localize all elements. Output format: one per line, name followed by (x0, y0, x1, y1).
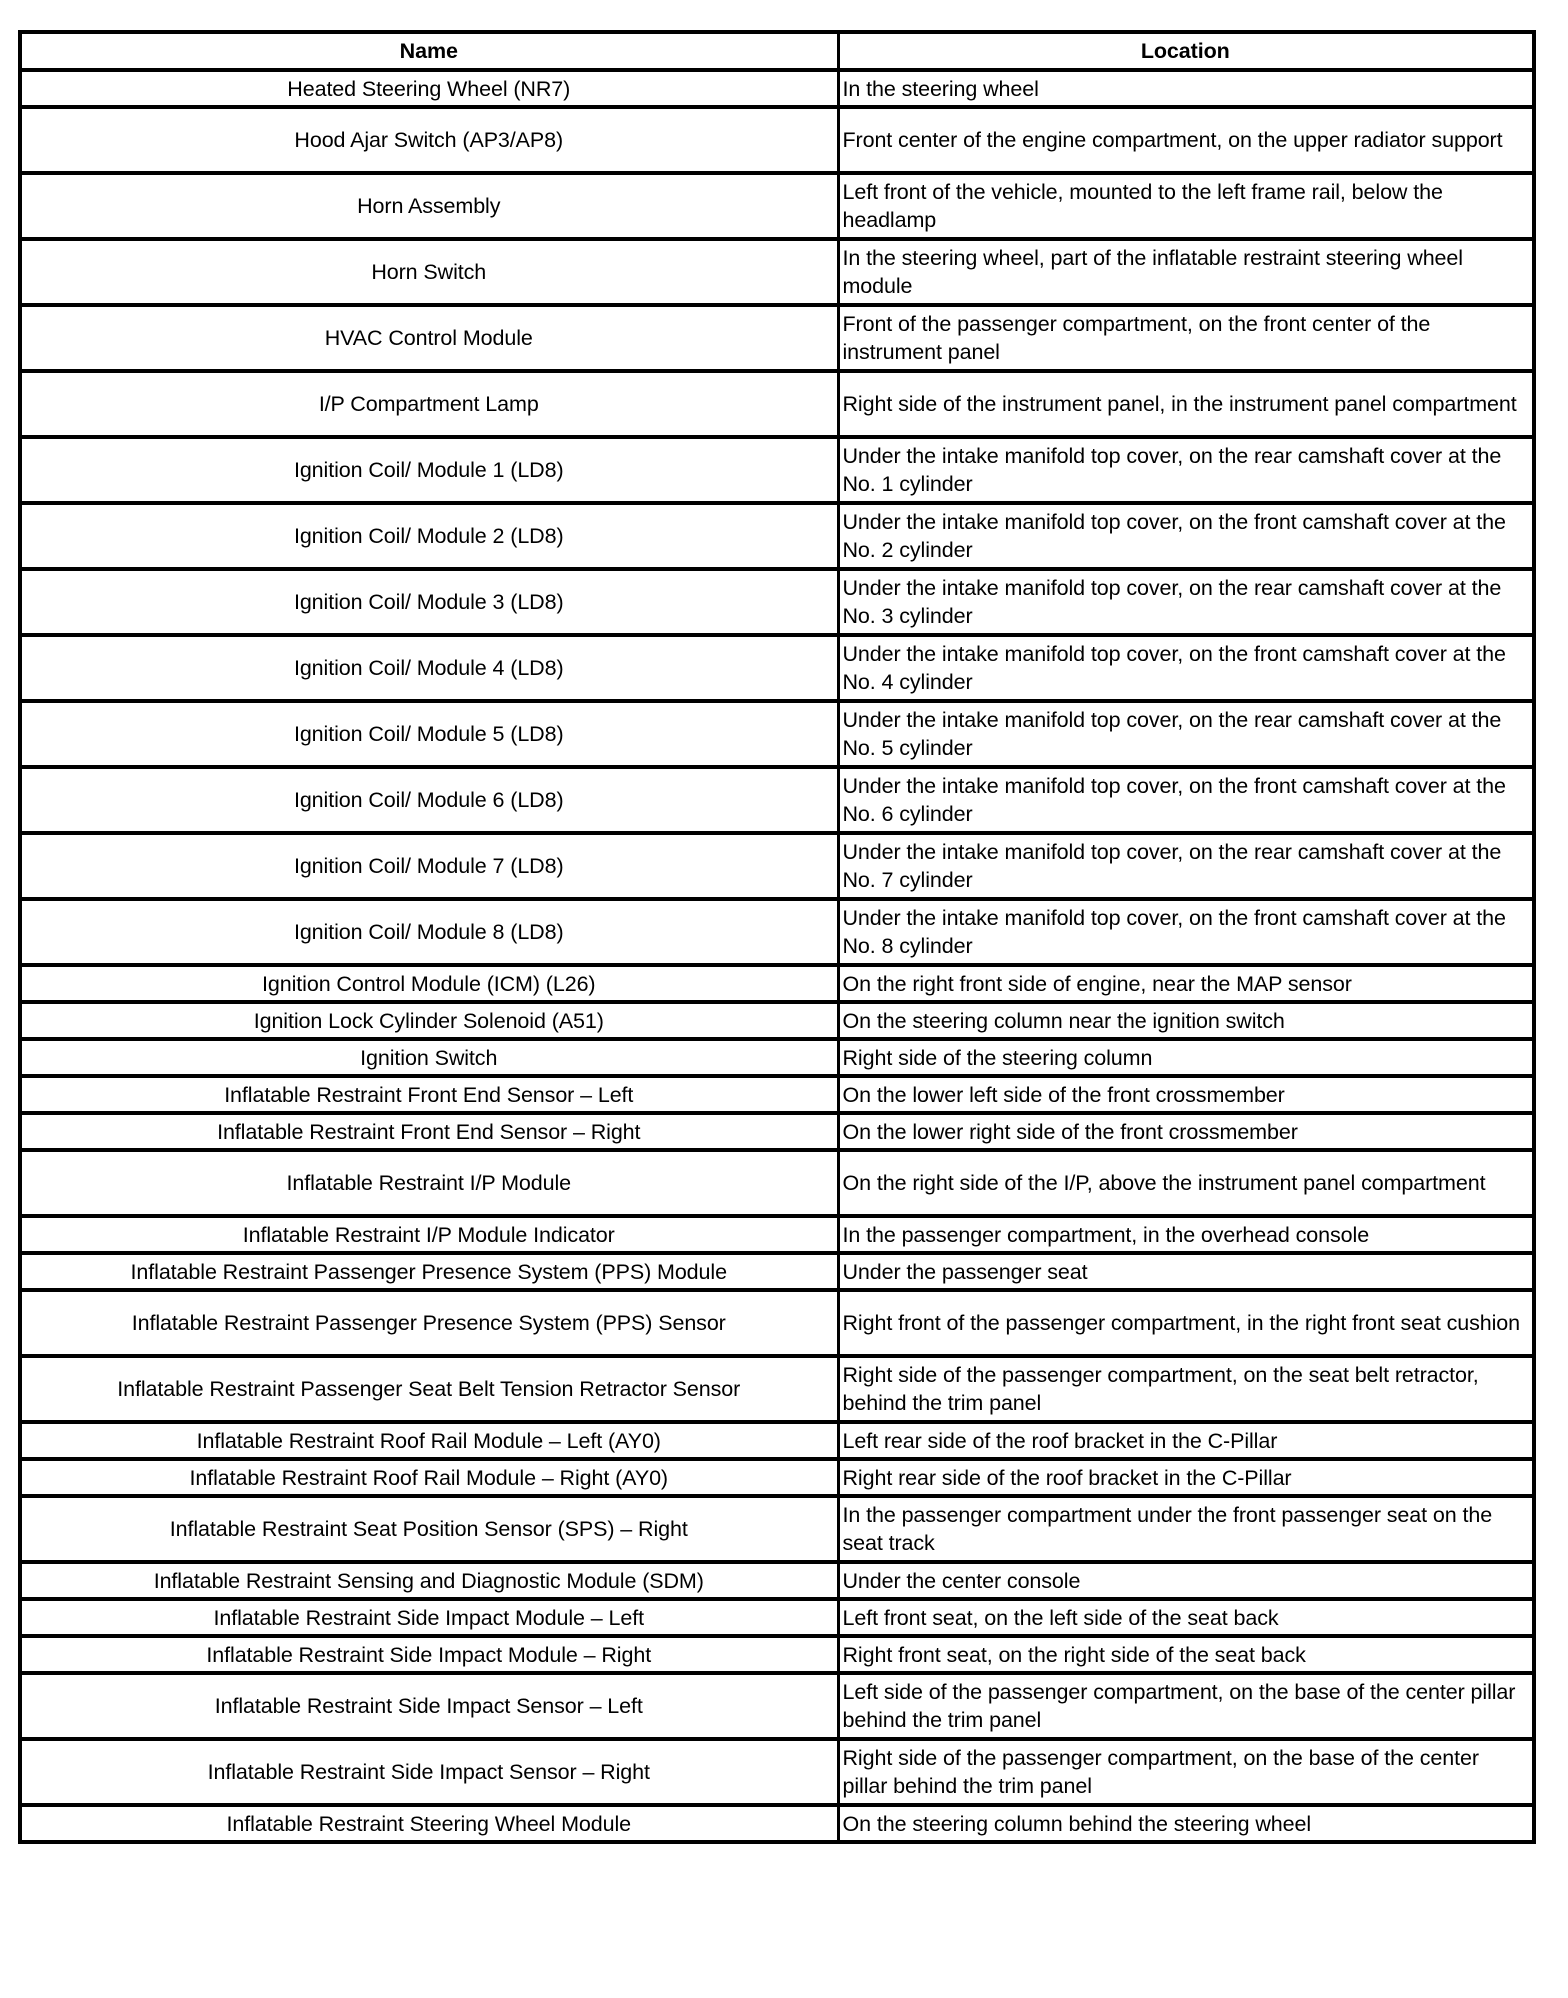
component-name-cell: Horn Assembly (20, 173, 838, 239)
table-row (20, 767, 1534, 833)
component-location-cell: Left front seat, on the left side of the seat back (838, 1599, 1534, 1636)
component-location-cell: In the steering wheel, part of the inflatable restraint steering wheel module (838, 239, 1534, 305)
table-row (20, 1076, 1534, 1113)
component-location-cell: Under the intake manifold top cover, on the rear camshaft cover at the No. 5 cylinder (838, 701, 1534, 767)
component-name-cell: Ignition Switch (20, 1039, 838, 1076)
component-location-table (18, 30, 1536, 1844)
table-row (20, 1150, 1534, 1216)
table-row (20, 1805, 1534, 1842)
component-location-cell: Left front of the vehicle, mounted to the left frame rail, below the headlamp (838, 173, 1534, 239)
table-header-row (20, 32, 1534, 70)
component-location-cell: Right rear side of the roof bracket in the C-Pillar (838, 1459, 1534, 1496)
component-name-cell: Ignition Coil/ Module 8 (LD8) (20, 899, 838, 965)
component-name-cell: Inflatable Restraint Roof Rail Module – Left (AY0) (20, 1422, 838, 1459)
table-body (20, 70, 1534, 1842)
component-location-cell: On the lower right side of the front crossmember (838, 1113, 1534, 1150)
component-name-cell: Inflatable Restraint Steering Wheel Module (20, 1805, 838, 1842)
component-name-cell: Horn Switch (20, 239, 838, 305)
table-row (20, 1459, 1534, 1496)
component-location-cell: Left rear side of the roof bracket in the C-Pillar (838, 1422, 1534, 1459)
component-name-cell: Inflatable Restraint Passenger Presence System (PPS) Module (20, 1253, 838, 1290)
component-name-cell: Ignition Coil/ Module 4 (LD8) (20, 635, 838, 701)
component-location-cell: Right side of the instrument panel, in the instrument panel compartment (838, 371, 1534, 437)
component-location-cell: Under the intake manifold top cover, on the front camshaft cover at the No. 2 cylinder (838, 503, 1534, 569)
component-name-cell: Heated Steering Wheel (NR7) (20, 70, 838, 107)
component-name-cell: Inflatable Restraint Front End Sensor – Right (20, 1113, 838, 1150)
component-name-cell: I/P Compartment Lamp (20, 371, 838, 437)
component-location-cell: Under the intake manifold top cover, on the front camshaft cover at the No. 6 cylinder (838, 767, 1534, 833)
table-row (20, 173, 1534, 239)
table-row (20, 1253, 1534, 1290)
component-name-cell: Inflatable Restraint Passenger Presence System (PPS) Sensor (20, 1290, 838, 1356)
table-row (20, 833, 1534, 899)
table-row (20, 70, 1534, 107)
component-name-cell: Inflatable Restraint Side Impact Module – Left (20, 1599, 838, 1636)
component-name-cell: Inflatable Restraint Side Impact Sensor – Left (20, 1673, 838, 1739)
component-name-cell: Ignition Lock Cylinder Solenoid (A51) (20, 1002, 838, 1039)
component-location-cell: On the lower left side of the front crossmember (838, 1076, 1534, 1113)
component-location-cell: On the right side of the I/P, above the instrument panel compartment (838, 1150, 1534, 1216)
table-row (20, 1422, 1534, 1459)
table-row (20, 239, 1534, 305)
table-row (20, 899, 1534, 965)
component-location-cell: Front center of the engine compartment, on the upper radiator support (838, 107, 1534, 173)
component-name-cell: Inflatable Restraint Front End Sensor – Left (20, 1076, 838, 1113)
component-location-cell: On the right front side of engine, near the MAP sensor (838, 965, 1534, 1002)
component-location-cell: Front of the passenger compartment, on the front center of the instrument panel (838, 305, 1534, 371)
component-name-cell: Ignition Coil/ Module 1 (LD8) (20, 437, 838, 503)
component-name-cell: Ignition Coil/ Module 7 (LD8) (20, 833, 838, 899)
component-location-cell: In the steering wheel (838, 70, 1534, 107)
table-row (20, 1599, 1534, 1636)
component-location-cell: Right front of the passenger compartment, in the right front seat cushion (838, 1290, 1534, 1356)
header-location: Location (838, 32, 1534, 70)
component-location-cell: In the passenger compartment, in the overhead console (838, 1216, 1534, 1253)
component-name-cell: Inflatable Restraint Roof Rail Module – Right (AY0) (20, 1459, 838, 1496)
table-row (20, 437, 1534, 503)
component-name-cell: Inflatable Restraint Passenger Seat Belt Tension Retractor Sensor (20, 1356, 838, 1422)
component-location-cell: Left side of the passenger compartment, on the base of the center pillar behind the trim panel (838, 1673, 1534, 1739)
table-row (20, 701, 1534, 767)
table-row (20, 503, 1534, 569)
table-row (20, 1562, 1534, 1599)
table-row (20, 1673, 1534, 1739)
component-location-cell: Under the intake manifold top cover, on the front camshaft cover at the No. 4 cylinder (838, 635, 1534, 701)
component-name-cell: Ignition Coil/ Module 5 (LD8) (20, 701, 838, 767)
component-location-cell: Right side of the passenger compartment, on the base of the center pillar behind the trim panel (838, 1739, 1534, 1805)
component-location-cell: In the passenger compartment under the front passenger seat on the seat track (838, 1496, 1534, 1562)
component-name-cell: Ignition Coil/ Module 3 (LD8) (20, 569, 838, 635)
table-row (20, 635, 1534, 701)
table-row (20, 965, 1534, 1002)
component-name-cell: Inflatable Restraint I/P Module (20, 1150, 838, 1216)
component-location-cell: Under the center console (838, 1562, 1534, 1599)
component-name-cell: Inflatable Restraint Sensing and Diagnostic Module (SDM) (20, 1562, 838, 1599)
table-row (20, 1039, 1534, 1076)
table-row (20, 1216, 1534, 1253)
table-row (20, 1290, 1534, 1356)
header-name: Name (20, 32, 838, 70)
table-row (20, 107, 1534, 173)
table-row (20, 305, 1534, 371)
component-location-cell: Under the intake manifold top cover, on the rear camshaft cover at the No. 1 cylinder (838, 437, 1534, 503)
table-row (20, 1002, 1534, 1039)
component-name-cell: Inflatable Restraint Side Impact Sensor – Right (20, 1739, 838, 1805)
component-location-cell: Right side of the passenger compartment, on the seat belt retractor, behind the trim panel (838, 1356, 1534, 1422)
table-row (20, 1356, 1534, 1422)
table-row (20, 1739, 1534, 1805)
table-row (20, 371, 1534, 437)
component-location-cell: Under the intake manifold top cover, on the front camshaft cover at the No. 8 cylinder (838, 899, 1534, 965)
component-name-cell: Inflatable Restraint I/P Module Indicator (20, 1216, 838, 1253)
component-name-cell: Inflatable Restraint Seat Position Sensor (SPS) – Right (20, 1496, 838, 1562)
component-name-cell: Hood Ajar Switch (AP3/AP8) (20, 107, 838, 173)
table-row (20, 1113, 1534, 1150)
table-row (20, 1496, 1534, 1562)
component-name-cell: Ignition Control Module (ICM) (L26) (20, 965, 838, 1002)
component-location-cell: Right side of the steering column (838, 1039, 1534, 1076)
component-location-cell: On the steering column near the ignition switch (838, 1002, 1534, 1039)
component-location-cell: Under the intake manifold top cover, on the rear camshaft cover at the No. 7 cylinder (838, 833, 1534, 899)
table-row (20, 1636, 1534, 1673)
component-name-cell: HVAC Control Module (20, 305, 838, 371)
component-location-cell: On the steering column behind the steering wheel (838, 1805, 1534, 1842)
component-location-cell: Under the passenger seat (838, 1253, 1534, 1290)
table-row (20, 569, 1534, 635)
component-location-cell: Right front seat, on the right side of the seat back (838, 1636, 1534, 1673)
component-location-cell: Under the intake manifold top cover, on the rear camshaft cover at the No. 3 cylinder (838, 569, 1534, 635)
component-name-cell: Ignition Coil/ Module 2 (LD8) (20, 503, 838, 569)
component-name-cell: Ignition Coil/ Module 6 (LD8) (20, 767, 838, 833)
component-name-cell: Inflatable Restraint Side Impact Module – Right (20, 1636, 838, 1673)
